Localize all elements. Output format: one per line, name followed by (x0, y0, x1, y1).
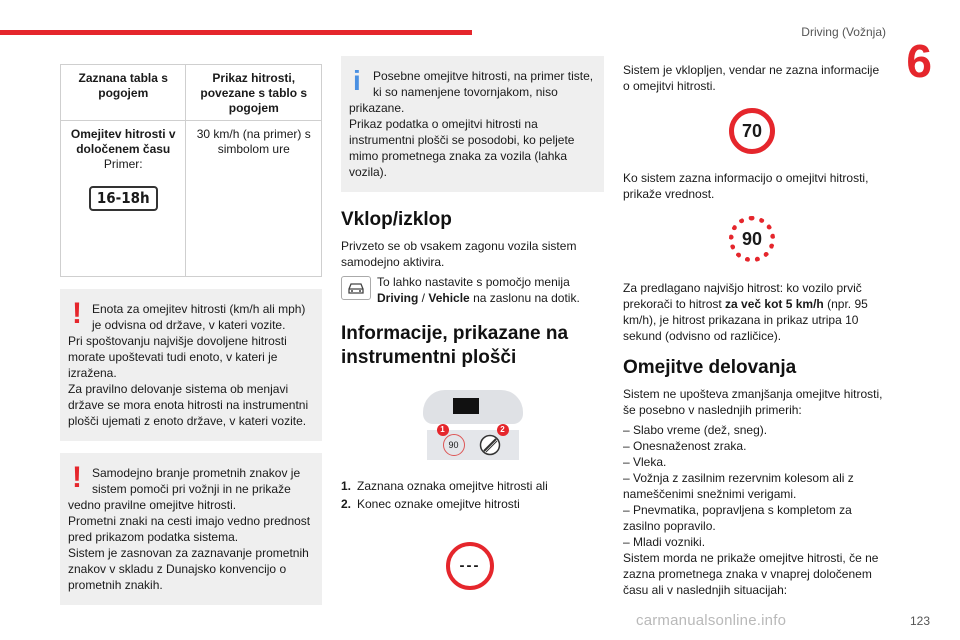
column-3 (623, 62, 888, 598)
column-2 (341, 56, 604, 590)
section-title-onoff: Vklop/izklop (341, 209, 452, 230)
sign-table (60, 64, 322, 277)
settings-tip (341, 274, 604, 306)
table-head-left: Zaznana tabla s pogojem (61, 65, 186, 121)
tip-prefix: To lahko nastavite s pomočjo menija (377, 275, 570, 289)
table-head-right: Prikaz hitrosti, povezane s tablo s pogojem (186, 65, 322, 121)
numbered-list (341, 478, 604, 512)
warning-note-units (60, 289, 322, 441)
page-number: 123 (909, 614, 930, 628)
warning-icon: ! (72, 297, 82, 330)
list-item: – Mladi vozniki. (623, 535, 706, 549)
callout-1: 1 (437, 424, 449, 436)
note-first: Enota za omejitev hitrosti (km/h ali mph) je odvisna od države, v kateri vozite. (92, 302, 306, 332)
time-sign-icon: 16-18h (89, 186, 158, 211)
row-left-sub: Primer: (103, 157, 143, 171)
chapter-number: 6 (906, 35, 932, 87)
column-1 (60, 64, 322, 605)
list-item: – Pnevmatika, popravljena s kompletom za zasilno popravilo. (623, 503, 852, 533)
table-cell-left (61, 121, 186, 277)
note-line: Pri spoštovanju najvišje dovoljene hitrosti morate upoštevati tudi enoto, v kateri je izražena. (68, 334, 287, 380)
warning-icon: ! (72, 461, 82, 494)
no-limit-sign-icon: --- (446, 542, 494, 590)
header-accent-bar (0, 30, 472, 35)
tip-menu-driving: Driving (377, 291, 419, 305)
note-line: prikazane. (349, 101, 405, 115)
note-line: Prometni znaki na cesti imajo vedno prednost pred prikazom podatka sistema. (68, 514, 311, 544)
table-cell-right: 30 km/h (na primer) s simbolom ure (186, 121, 322, 277)
car-settings-icon (341, 276, 371, 300)
list-item: 2. Konec oznake omejitve hitrosti (341, 497, 520, 511)
para-exceed: Za predlagano najvišjo hitrost: ko vozilo prvič prekorači to hitrost za več kot 5 km/h (npr. 95 km/h), je hitrost prikazana in prikaz utripa 10 sekund (odvisno od različice). (623, 281, 868, 343)
note-line: Sistem je zasnovan za zaznavanje prometnih znakov v skladu z Dunajsko konvencijo o prometnih znakih. (68, 546, 309, 592)
callout-2: 2 (497, 424, 509, 436)
note-line: vedno pravilne omejitve hitrosti. (68, 498, 237, 512)
note-first: Samodejno branje prometnih znakov je sistem pomoči pri vožnji in ne prikaže (92, 466, 301, 496)
speed-sign-90-icon: 90 (729, 216, 775, 262)
list-item: – Slabo vreme (dež, sneg). (623, 423, 768, 437)
note-first: Posebne omejitve hitrosti, na primer tiste, ki so namenjene tovornjakom, niso (373, 69, 594, 99)
header-title: Driving (Vožnja) (801, 25, 886, 39)
info-icon: i (353, 65, 361, 96)
cluster-screen (453, 398, 479, 414)
list-item: – Onesnaženost zraka. (623, 439, 747, 453)
para-limits: Sistem ne upošteva zmanjšanja omejitve hitrosti, še posebno v naslednjih primerih: (623, 387, 883, 417)
speed-sign-70-icon: 70 (729, 108, 775, 154)
tip-menu-vehicle: Vehicle (428, 291, 470, 305)
note-line: Za pravilno delovanje sistema ob menjavi države se mora enota hitrosti na instrumentni plošči ujemati z enoto države, v kateri vozite. (68, 382, 309, 428)
para-no-info: Sistem je vklopljen, vendar ne zazna informacije o omejitvi hitrosti. (623, 63, 880, 93)
para-situations: Sistem morda ne prikaže omejitve hitrosti, če ne zazna prometnega znaka v vnaprej določenem času ali v naslednjih situacijah: (623, 551, 879, 597)
info-note-trucks (341, 56, 604, 192)
tip-separator: / (418, 291, 429, 305)
warning-note-reading (60, 453, 322, 605)
section-title-limits: Omejitve delovanja (623, 357, 797, 378)
list-item: 1. Zaznana oznaka omejitve hitrosti ali (341, 479, 548, 493)
row-left-title: Omejitev hitrosti v določenem času (70, 127, 176, 156)
section-title-cluster: Informacije, prikazane na instrumentni plošči (341, 323, 569, 368)
cluster-signs-bar (427, 425, 519, 460)
tip-suffix: na zaslonu na dotik. (469, 291, 580, 305)
section-text: Privzeto se ob vsakem zagonu vozila sistem samodejno aktivira. (341, 239, 577, 269)
note-line: Prikaz podatka o omejitvi hitrosti na instrumentni plošči se posodobi, ko peljete mimo prometnega znaka za vozila (lahka vozila). (349, 117, 575, 179)
list-item: – Vožnja z zasilnim rezervnim kolesom ali z nameščenimi snežnimi verigami. (623, 471, 854, 501)
instrument-cluster-icon (423, 390, 523, 424)
watermark: carmanualsonline.info (636, 612, 787, 629)
para-detected: Ko sistem zazna informacijo o omejitvi hitrosti, prikaže vrednost. (623, 171, 869, 201)
end-limit-sign-icon (479, 434, 501, 456)
speed-limit-sign-icon: 90 (443, 434, 465, 456)
list-item: – Vleka. (623, 455, 667, 469)
limits-list (623, 422, 888, 550)
